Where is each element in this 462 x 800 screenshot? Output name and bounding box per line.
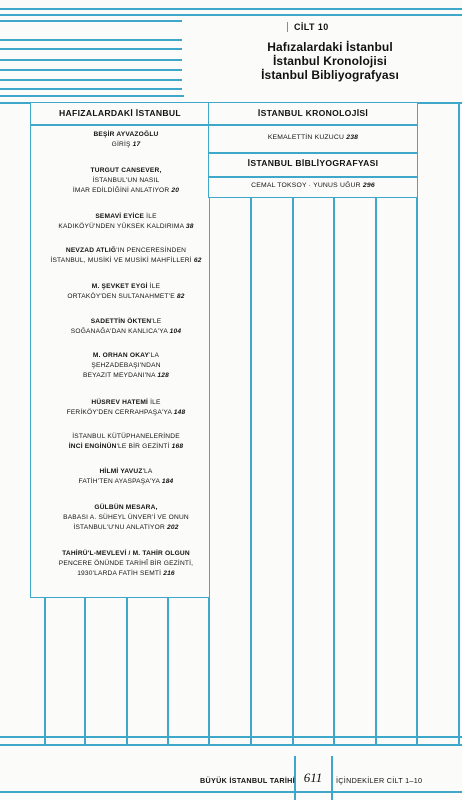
- bibliyografya-heading: İSTANBUL BİBLİYOGRAFYASI: [247, 158, 379, 168]
- toc-entry: [42, 212, 210, 232]
- kronoloji-heading: İSTANBUL KRONOLOJİSİ: [257, 108, 369, 118]
- toc-entry: [42, 351, 210, 381]
- title-line: Hafızalardaki İstanbul: [267, 40, 393, 54]
- entry-text: İSTANBUL'U'NU ANLATIYOR: [73, 524, 165, 531]
- entry-author-suffix: İLE: [147, 283, 161, 290]
- toc-entry: [42, 246, 210, 266]
- toc-entry: [42, 503, 210, 533]
- entry-text: GİRİŞ: [111, 141, 131, 148]
- volume-label: CİLT 10: [287, 22, 329, 32]
- entry-author: NEVZAD ATLIĞ: [65, 247, 117, 254]
- entry-author: TURGUT CANSEVER,: [90, 167, 162, 174]
- entry-author: HİLMİ YAVUZ: [99, 468, 143, 475]
- bibliyografya-author: CEMAL TOKSOY · YUNUS UĞUR: [251, 182, 361, 189]
- entry-text: İSTANBUL KÜTÜPHANELERİNDE: [72, 433, 180, 440]
- entry-author-suffix: 'LA: [142, 468, 153, 475]
- footer-page-number: 611: [303, 770, 323, 785]
- entry-text: FERİKÖY'DEN CERRAHPAŞA'YA: [66, 409, 172, 416]
- entry-author-suffix: İLE: [148, 399, 161, 406]
- entry-text: İMAR EDİLDİĞİNİ ANLATIYOR: [72, 187, 170, 194]
- page-ref: 168: [171, 443, 184, 450]
- footer-section: İÇİNDEKİLER CİLT 1–10: [336, 776, 423, 785]
- page-ref: 38: [185, 223, 194, 230]
- page-ref: 20: [171, 187, 180, 194]
- kronoloji-author: KEMALETTİN KUZUCU: [267, 134, 345, 141]
- entry-author: SADETTİN ÖKTEN: [90, 318, 152, 325]
- page-ref: 296: [362, 182, 375, 189]
- page-ref: 238: [346, 134, 359, 141]
- entry-author: HÜSREV HATEMİ: [91, 399, 149, 406]
- title-line: İstanbul Kronolojisi: [272, 54, 387, 68]
- entry-author-suffix: 'LE: [151, 318, 162, 325]
- page-ref: 82: [176, 293, 185, 300]
- entry-author: M. ORHAN OKAY: [92, 352, 150, 359]
- entry-text: FATİH'TEN AYASPAŞA'YA: [78, 478, 160, 485]
- entry-text: PENCERE ÖNÜNDE TARİHÎ BİR GEZİNTİ,: [58, 560, 194, 567]
- page-title: [215, 40, 445, 82]
- entry-text: SOĞANAĞA'DAN KANLICA'YA: [70, 328, 168, 335]
- entry-text: BEYAZIT MEYDANI'NA: [82, 372, 156, 379]
- page-ref: 104: [169, 328, 182, 335]
- footer-book-title: BÜYÜK İSTANBUL TARİHİ: [200, 776, 295, 785]
- page-ref: 17: [132, 141, 141, 148]
- page-ref: 62: [193, 257, 202, 264]
- toc-entry: [42, 432, 210, 452]
- entry-text: BABASI A. SÜHEYL ÜNVER'İ VE ONUN: [63, 514, 189, 521]
- page-ref: 184: [161, 478, 174, 485]
- entry-text: İSTANBUL, MUSİKİ VE MUSİKİ MAHFİLLERİ: [50, 257, 192, 264]
- entry-text: ORTAKÖY'DEN SULTANAHMET'E: [67, 293, 175, 300]
- page-ref: 202: [166, 524, 179, 531]
- entry-author-suffix: 'IN PENCERESİNDEN: [116, 247, 187, 254]
- entry-text: 1930'LARDA FATİH SEMTİ: [77, 570, 162, 577]
- hafizalar-heading: HAFIZALARDAKİ İSTANBUL: [59, 108, 181, 118]
- toc-entry: [42, 166, 210, 196]
- entry-text: ŞEHZADEBAŞI'NDAN: [91, 362, 161, 369]
- toc-entry: [42, 549, 210, 579]
- entry-author-suffix: 'LA: [149, 352, 160, 359]
- page-ref: 216: [163, 570, 175, 577]
- page-ref: 148: [173, 409, 186, 416]
- toc-entry: [42, 130, 210, 150]
- entry-text: İSTANBUL'UN NASIL: [92, 177, 160, 184]
- entry-author: SEMAVİ EYİCE: [95, 213, 145, 220]
- toc-entry: [42, 317, 210, 337]
- kronoloji-entry: [208, 134, 418, 141]
- entry-author: M. ŞEVKET EYGİ: [91, 283, 148, 290]
- entry-author: İNCİ ENGİNÜN: [68, 443, 117, 450]
- entry-author-suffix: 'LE BİR GEZİNTİ: [116, 443, 170, 450]
- entry-author: BEŞİR AYVAZOĞLU: [93, 131, 159, 138]
- bibliyografya-entry: [208, 182, 418, 189]
- toc-entry: [42, 467, 210, 487]
- entry-author: TAHİRÜ'L-MEVLEVİ / M. TAHİR OLGUN: [62, 550, 190, 557]
- title-line: İstanbul Bibliyografyası: [261, 68, 399, 82]
- entry-author-suffix: İLE: [144, 213, 157, 220]
- entry-text: KADIKÖYÜ'NDEN YÜKSEK KALDIRIMA: [58, 223, 184, 230]
- toc-entry: [42, 398, 210, 418]
- toc-entry: [42, 282, 210, 302]
- page-ref: 128: [157, 372, 170, 379]
- entry-author: GÜLBÜN MESARA,: [94, 504, 158, 511]
